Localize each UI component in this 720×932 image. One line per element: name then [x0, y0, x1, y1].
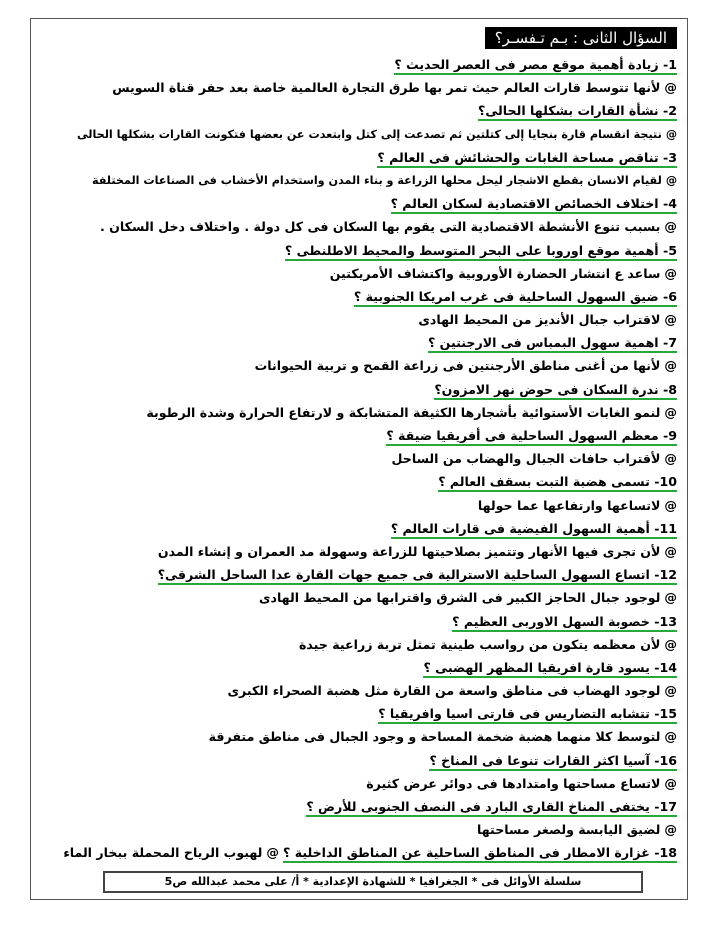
at-bullet-icon: @ [665, 127, 677, 141]
worksheet-page [30, 18, 688, 900]
at-bullet-icon: @ [664, 265, 677, 281]
answer-text: لاقتراب جبال الأنديز من المحيط الهادى [418, 312, 661, 328]
answer-line [39, 354, 677, 377]
at-bullet-icon: @ [664, 358, 677, 374]
answer-line [39, 308, 677, 331]
answer-line [39, 725, 677, 748]
section-title: السؤال الثانى : بـم تـفسـر؟ [485, 27, 677, 49]
question-text: 10- تسمى هضبة التبت بسقف العالم ؟ [438, 474, 677, 492]
answer-text: لتوسط كلا منهما هضبة ضخمة المساحة و وجود الجبال فى مناطق متفرقة [208, 729, 661, 745]
question-line [39, 470, 677, 493]
question-line [39, 563, 677, 586]
question-text: 3- تناقص مساحة الغابات والحشائش فى العالم ؟ [377, 150, 677, 168]
at-bullet-icon: @ [664, 543, 677, 559]
answer-line [39, 123, 677, 146]
question-line [39, 656, 677, 679]
answer-text: لأن تجرى فيها الأنهار وتتميز بصلاحيتها للزراعة وسهولة مد العمران و إنشاء المدن [157, 543, 661, 559]
answer-text: لقيام الانسان بقطع الاشجار ليحل محلها الزراعة و بناء المدن واستخدام الأخشاب فى الصناعات المختلفة [91, 173, 662, 187]
answer-line [39, 215, 677, 238]
answer-text: لأنها تتوسط قارات العالم حيث تمر بها طرق التجارة العالمية خاصة بعد حفر قناة السويس [112, 80, 661, 96]
answer-text: لوجود جبال الحاجز الكبير فى الشرق واقترابها من المحيط الهادى [258, 590, 661, 606]
answer-line [39, 169, 677, 192]
question-line [39, 378, 677, 401]
at-bullet-icon: @ [664, 404, 677, 420]
question-line [39, 192, 677, 215]
answer-line [39, 586, 677, 609]
answer-text: لاتساعها وارتفاعها عما حولها [477, 497, 661, 513]
answer-line [39, 76, 677, 99]
question-answer-line [39, 841, 677, 864]
question-list [39, 27, 677, 865]
question-line [39, 702, 677, 725]
question-text: 13- خصوبة السهل الاوربى العظيم ؟ [452, 614, 677, 632]
answer-text: لأنها من أغنى مناطق الأرجنتين فى زراعة القمح و تربية الحيوانات [254, 358, 661, 374]
question-line [39, 285, 677, 308]
question-line [39, 424, 677, 447]
answer-line [39, 679, 677, 702]
answer-line [39, 447, 677, 470]
question-text: 5- أهمية موقع اوروبا على البحر المتوسط والمحيط الاطلنطى ؟ [285, 243, 677, 261]
question-text: 9- معظم السهول الساحلية فى أفريقيا ضيقة ؟ [386, 428, 677, 446]
at-bullet-icon: @ [664, 775, 677, 791]
answer-line [39, 401, 677, 424]
at-bullet-icon: @ [266, 845, 279, 861]
question-text: 14- يسود قارة افريقيا المظهر الهضبى ؟ [423, 660, 677, 678]
at-bullet-icon: @ [664, 636, 677, 652]
answer-line [39, 772, 677, 795]
answer-text: لضيق اليابسة ولصغر مساحتها [477, 822, 661, 838]
answer-text: لنمو الغابات الأستوائية بأشجارها الكثيفة المتشابكة و لارتفاع الحرارة وشدة الرطوبة [146, 404, 661, 420]
at-bullet-icon: @ [664, 497, 677, 513]
question-line [39, 99, 677, 122]
question-text: 18- غزارة الامطار فى المناطق الساحلية عن المناطق الداخلية ؟ [283, 845, 677, 863]
answer-text: ساعد ع انتشار الحضارة الأوروبية واكتشاف الأمريكتين [329, 265, 661, 281]
question-text: 1- زيادة أهمية موقع مصر فى العصر الحديث ؟ [394, 57, 677, 75]
answer-text: لهبوب الرياح المحملة ببخار الماء [63, 845, 263, 861]
question-line [39, 795, 677, 818]
answer-line [39, 818, 677, 841]
answer-text: لوجود الهضاب فى مناطق واسعة من القارة مثل هضبة الصحراء الكبرى [227, 683, 661, 699]
question-text: 7- اهمية سهول البمباس فى الارجنتين ؟ [428, 335, 677, 353]
answer-text: لأقتراب حافات الجبال والهضاب من الساحل [391, 451, 661, 467]
answer-line [39, 262, 677, 285]
question-text: 11- أهمية السهول الفيضية فى قارات العالم ؟ [391, 521, 677, 539]
question-line [39, 749, 677, 772]
question-text: 8- ندرة السكان فى حوض نهر الامزون؟ [434, 382, 677, 400]
at-bullet-icon: @ [664, 219, 677, 235]
question-text: 2- نشأة القارات بشكلها الحالى؟ [478, 103, 677, 121]
question-text: 16- آسيا اكثر القارات تنوعا فى المناخ ؟ [429, 753, 677, 771]
answer-text: لاتساع مساحتها وامتدادها فى دوائر عرض كثيرة [366, 775, 661, 791]
at-bullet-icon: @ [664, 80, 677, 96]
at-bullet-icon: @ [664, 590, 677, 606]
footer-banner: سلسلة الأوائل فى * الجغرافيا * للشهادة الإعدادية * أ/ على محمد عبدالله ص5 [103, 871, 643, 893]
at-bullet-icon: @ [664, 822, 677, 838]
question-text: 15- تتشابه التضاريس فى قارتى اسيا وافريقيا ؟ [378, 706, 677, 724]
at-bullet-icon: @ [664, 729, 677, 745]
question-text: 4- اختلاف الخصائص الاقتصادية لسكان العالم ؟ [391, 196, 677, 214]
at-bullet-icon: @ [664, 312, 677, 328]
question-line [39, 53, 677, 76]
question-line [39, 610, 677, 633]
title-row [39, 27, 677, 53]
question-line [39, 239, 677, 262]
answer-line [39, 633, 677, 656]
at-bullet-icon: @ [665, 173, 677, 187]
question-text: 6- ضيق السهول الساحلية فى غرب امريكا الجنوبية ؟ [354, 289, 677, 307]
question-text: 17- يختفى المناخ القارى البارد فى النصف الجنوبى للأرض ؟ [306, 799, 677, 817]
answer-text: بسبب تنوع الأنشطة الاقتصادية التى يقوم بها السكان فى كل دولة . واختلاف دخل السكان . [100, 219, 661, 235]
question-line [39, 146, 677, 169]
answer-line [39, 494, 677, 517]
answer-line [39, 540, 677, 563]
question-text: 12- اتساع السهول الساحلية الاسترالية فى جميع جهات القارة عدا الساحل الشرقى؟ [158, 567, 677, 585]
answer-text: لأن معظمه يتكون من رواسب طينية تمثل تربة زراعية جيدة [298, 636, 661, 652]
question-line [39, 517, 677, 540]
answer-text: نتيجة انقسام قارة بنجايا إلى كتلتين ثم تصدعت إلى كتل وابتعدت عن بعضها فتكونت القارات بشكلها الحالى [76, 127, 662, 141]
at-bullet-icon: @ [664, 683, 677, 699]
question-line [39, 331, 677, 354]
at-bullet-icon: @ [664, 451, 677, 467]
